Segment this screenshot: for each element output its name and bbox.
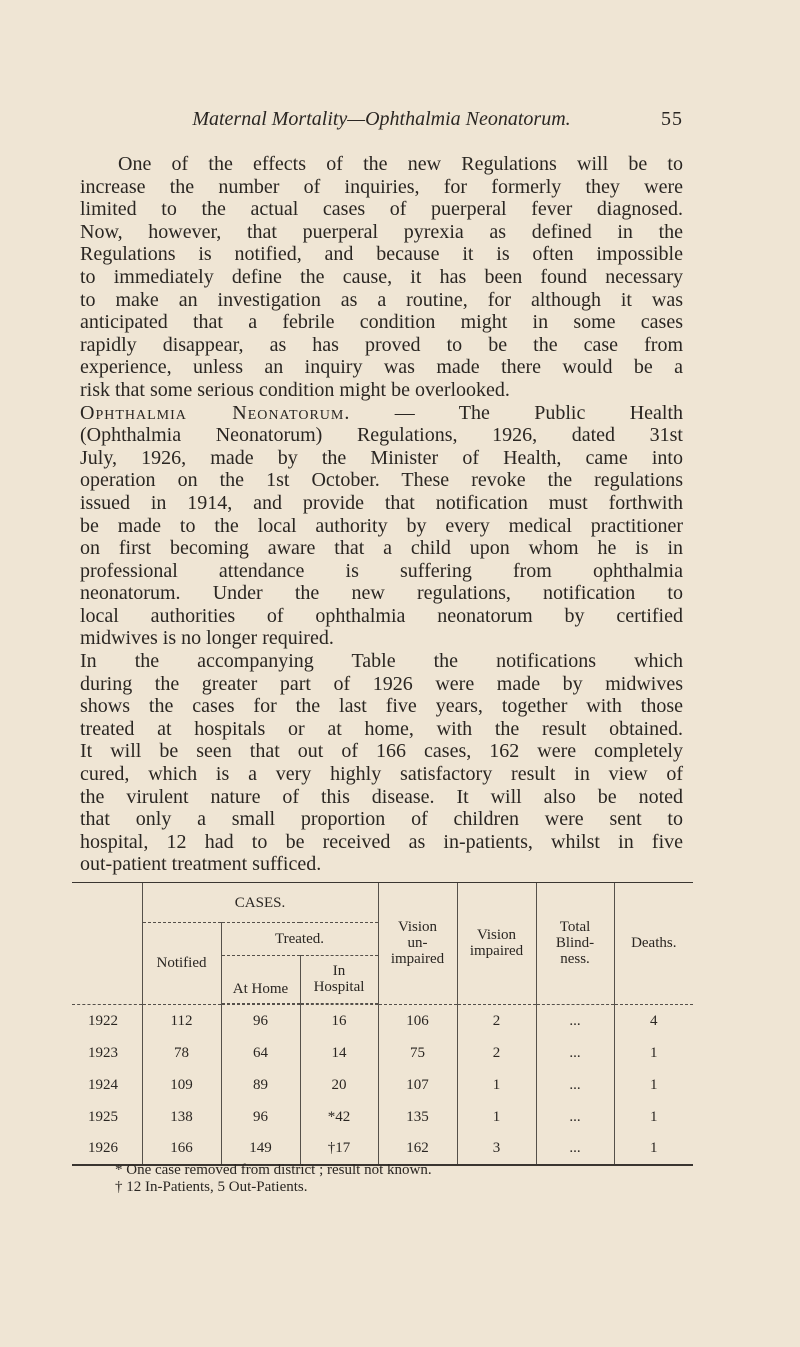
text-line: professional attendance is suffering from ophthalmia	[80, 559, 683, 582]
cell-at-home: 89	[221, 1069, 300, 1101]
cell-in-hospital: *42	[300, 1101, 378, 1133]
text-line: shows the cases for the last five years, together with those	[80, 695, 683, 718]
text-line: One of the effects of the new Regulations will be to	[118, 153, 683, 175]
table-row	[72, 1005, 693, 1037]
table-row	[72, 1101, 693, 1133]
cell-notified: 138	[142, 1101, 221, 1133]
cell-deaths: 1	[614, 1037, 693, 1069]
in-hospital-header: In Hospital	[300, 956, 378, 1004]
section-heading: Ophthalmia Neonatorum.	[80, 401, 351, 424]
text-line: rapidly disappear, as has proved to be the case from	[80, 333, 683, 356]
text-line: to make an investigation as a routine, for although it was	[80, 288, 683, 311]
cell-blindness: ...	[536, 1005, 614, 1037]
cell-impaired: 1	[457, 1101, 536, 1133]
text-line: during the greater part of 1926 were made by midwives	[80, 672, 683, 695]
cell-impaired: 2	[457, 1005, 536, 1037]
cell-notified: 109	[142, 1069, 221, 1101]
text-line: local authorities of ophthalmia neonatorum by certified	[80, 604, 683, 627]
page-number: 55	[661, 108, 683, 130]
cell-deaths: 4	[614, 1005, 693, 1037]
cell-at-home: 96	[221, 1101, 300, 1133]
text-line: It will be seen that out of 166 cases, 162 were completely	[80, 740, 683, 763]
text-line: treated at hospitals or at home, with the result obtained.	[80, 717, 683, 740]
cases-header: CASES.	[142, 883, 378, 923]
running-head	[80, 108, 683, 134]
cell-blindness: ...	[536, 1069, 614, 1101]
table-row	[72, 1069, 693, 1101]
footnote-asterisk: * One case removed from district ; result not known.	[115, 1162, 432, 1178]
text-line: neonatorum. Under the new regulations, notification to	[80, 582, 683, 605]
footnote-dagger: † 12 In-Patients, 5 Out-Patients.	[115, 1179, 308, 1195]
text-line: Now, however, that puerperal pyrexia as defined in the	[80, 220, 683, 243]
text-line	[80, 402, 683, 425]
cell-year: 1923	[88, 1044, 118, 1061]
cell-in-hospital: †17	[300, 1133, 378, 1165]
cell-at-home: 149	[221, 1133, 300, 1165]
text-line: cured, which is a very highly satisfactory result in view of	[80, 763, 683, 786]
cell-in-hospital: 14	[300, 1037, 378, 1069]
cell-in-hospital: 16	[300, 1005, 378, 1037]
cell-unimpaired: 106	[378, 1005, 457, 1037]
text-line: midwives is no longer required.	[80, 627, 334, 650]
text-line: Regulations is notified, and because it is often impossible	[80, 243, 683, 266]
cell-blindness: ...	[536, 1037, 614, 1069]
cell-impaired: 3	[457, 1133, 536, 1165]
text-line: issued in 1914, and provide that notification must forthwith	[80, 491, 683, 514]
text-line: limited to the actual cases of puerperal fever diagnosed.	[80, 198, 683, 221]
text-line: In the accompanying Table the notifications which	[80, 650, 683, 673]
cell-at-home: 64	[221, 1037, 300, 1069]
paragraph-regulations	[80, 153, 683, 402]
cell-unimpaired: 162	[378, 1133, 457, 1165]
text-line: the virulent nature of this disease. It will also be noted	[80, 785, 683, 808]
cell-notified: 166	[142, 1133, 221, 1165]
table-row	[72, 1037, 693, 1069]
cell-at-home: 96	[221, 1005, 300, 1037]
text-line: hospital, 12 had to be received as in-patients, whilst in five	[80, 830, 683, 853]
cell-year: 1922	[88, 1012, 118, 1029]
notifications-table	[72, 882, 693, 1166]
text-line: operation on the 1st October. These revoke the regulations	[80, 469, 683, 492]
cell-unimpaired: 75	[378, 1037, 457, 1069]
deaths-header: Deaths.	[614, 883, 693, 1004]
body-text	[80, 153, 683, 876]
cell-unimpaired: 135	[378, 1101, 457, 1133]
cell-in-hospital: 20	[300, 1069, 378, 1101]
text-line: (Ophthalmia Neonatorum) Regulations, 1926, dated 31st	[80, 424, 683, 447]
cell-notified: 78	[142, 1037, 221, 1069]
cell-impaired: 2	[457, 1037, 536, 1069]
paragraph-table-intro	[80, 650, 683, 876]
at-home-header: At Home	[221, 956, 300, 1004]
cell-notified: 112	[142, 1005, 221, 1037]
total-blindness-header: Total Blind- ness.	[536, 883, 614, 1004]
cell-year: 1926	[72, 1133, 142, 1165]
text-line: experience, unless an inquiry was made there would be a	[80, 356, 683, 379]
table-footnotes	[115, 1162, 432, 1196]
text-line: be made to the local authority by every medical practitioner	[80, 514, 683, 537]
cell-year: 1925	[88, 1108, 118, 1125]
text-line: increase the number of inquiries, for formerly they were	[80, 175, 683, 198]
vision-impaired-header: Vision impaired	[457, 883, 536, 1004]
text-line: that only a small proportion of children were sent to	[80, 808, 683, 831]
notified-header: Notified	[142, 923, 221, 1004]
cell-impaired: 1	[457, 1069, 536, 1101]
cell-deaths: 1	[614, 1069, 693, 1101]
cell-blindness: ...	[536, 1133, 614, 1165]
running-title: Maternal Mortality—Ophthalmia Neonatorum.	[192, 108, 571, 130]
year-header	[72, 883, 142, 1004]
paragraph-ophthalmia	[80, 402, 683, 651]
text-line: on first becoming aware that a child upon whom he is in	[80, 537, 683, 560]
cell-deaths: 1	[614, 1133, 693, 1165]
table-row	[72, 1133, 693, 1165]
cell-unimpaired: 107	[378, 1069, 457, 1101]
vision-unimpaired-header: Vision un- impaired	[378, 883, 457, 1004]
heading-rest: — The Public Health	[394, 401, 683, 424]
cell-year: 1924	[88, 1076, 118, 1093]
text-line: anticipated that a febrile condition might in some cases	[80, 311, 683, 334]
text-line: out-patient treatment sufficed.	[80, 853, 322, 876]
treated-header: Treated.	[221, 923, 378, 956]
text-line: to immediately define the cause, it has been found necessary	[80, 265, 683, 288]
cell-blindness: ...	[536, 1101, 614, 1133]
text-line: risk that some serious condition might be overlooked.	[80, 378, 510, 401]
cell-deaths: 1	[614, 1101, 693, 1133]
text-line: July, 1926, made by the Minister of Health, came into	[80, 446, 683, 469]
